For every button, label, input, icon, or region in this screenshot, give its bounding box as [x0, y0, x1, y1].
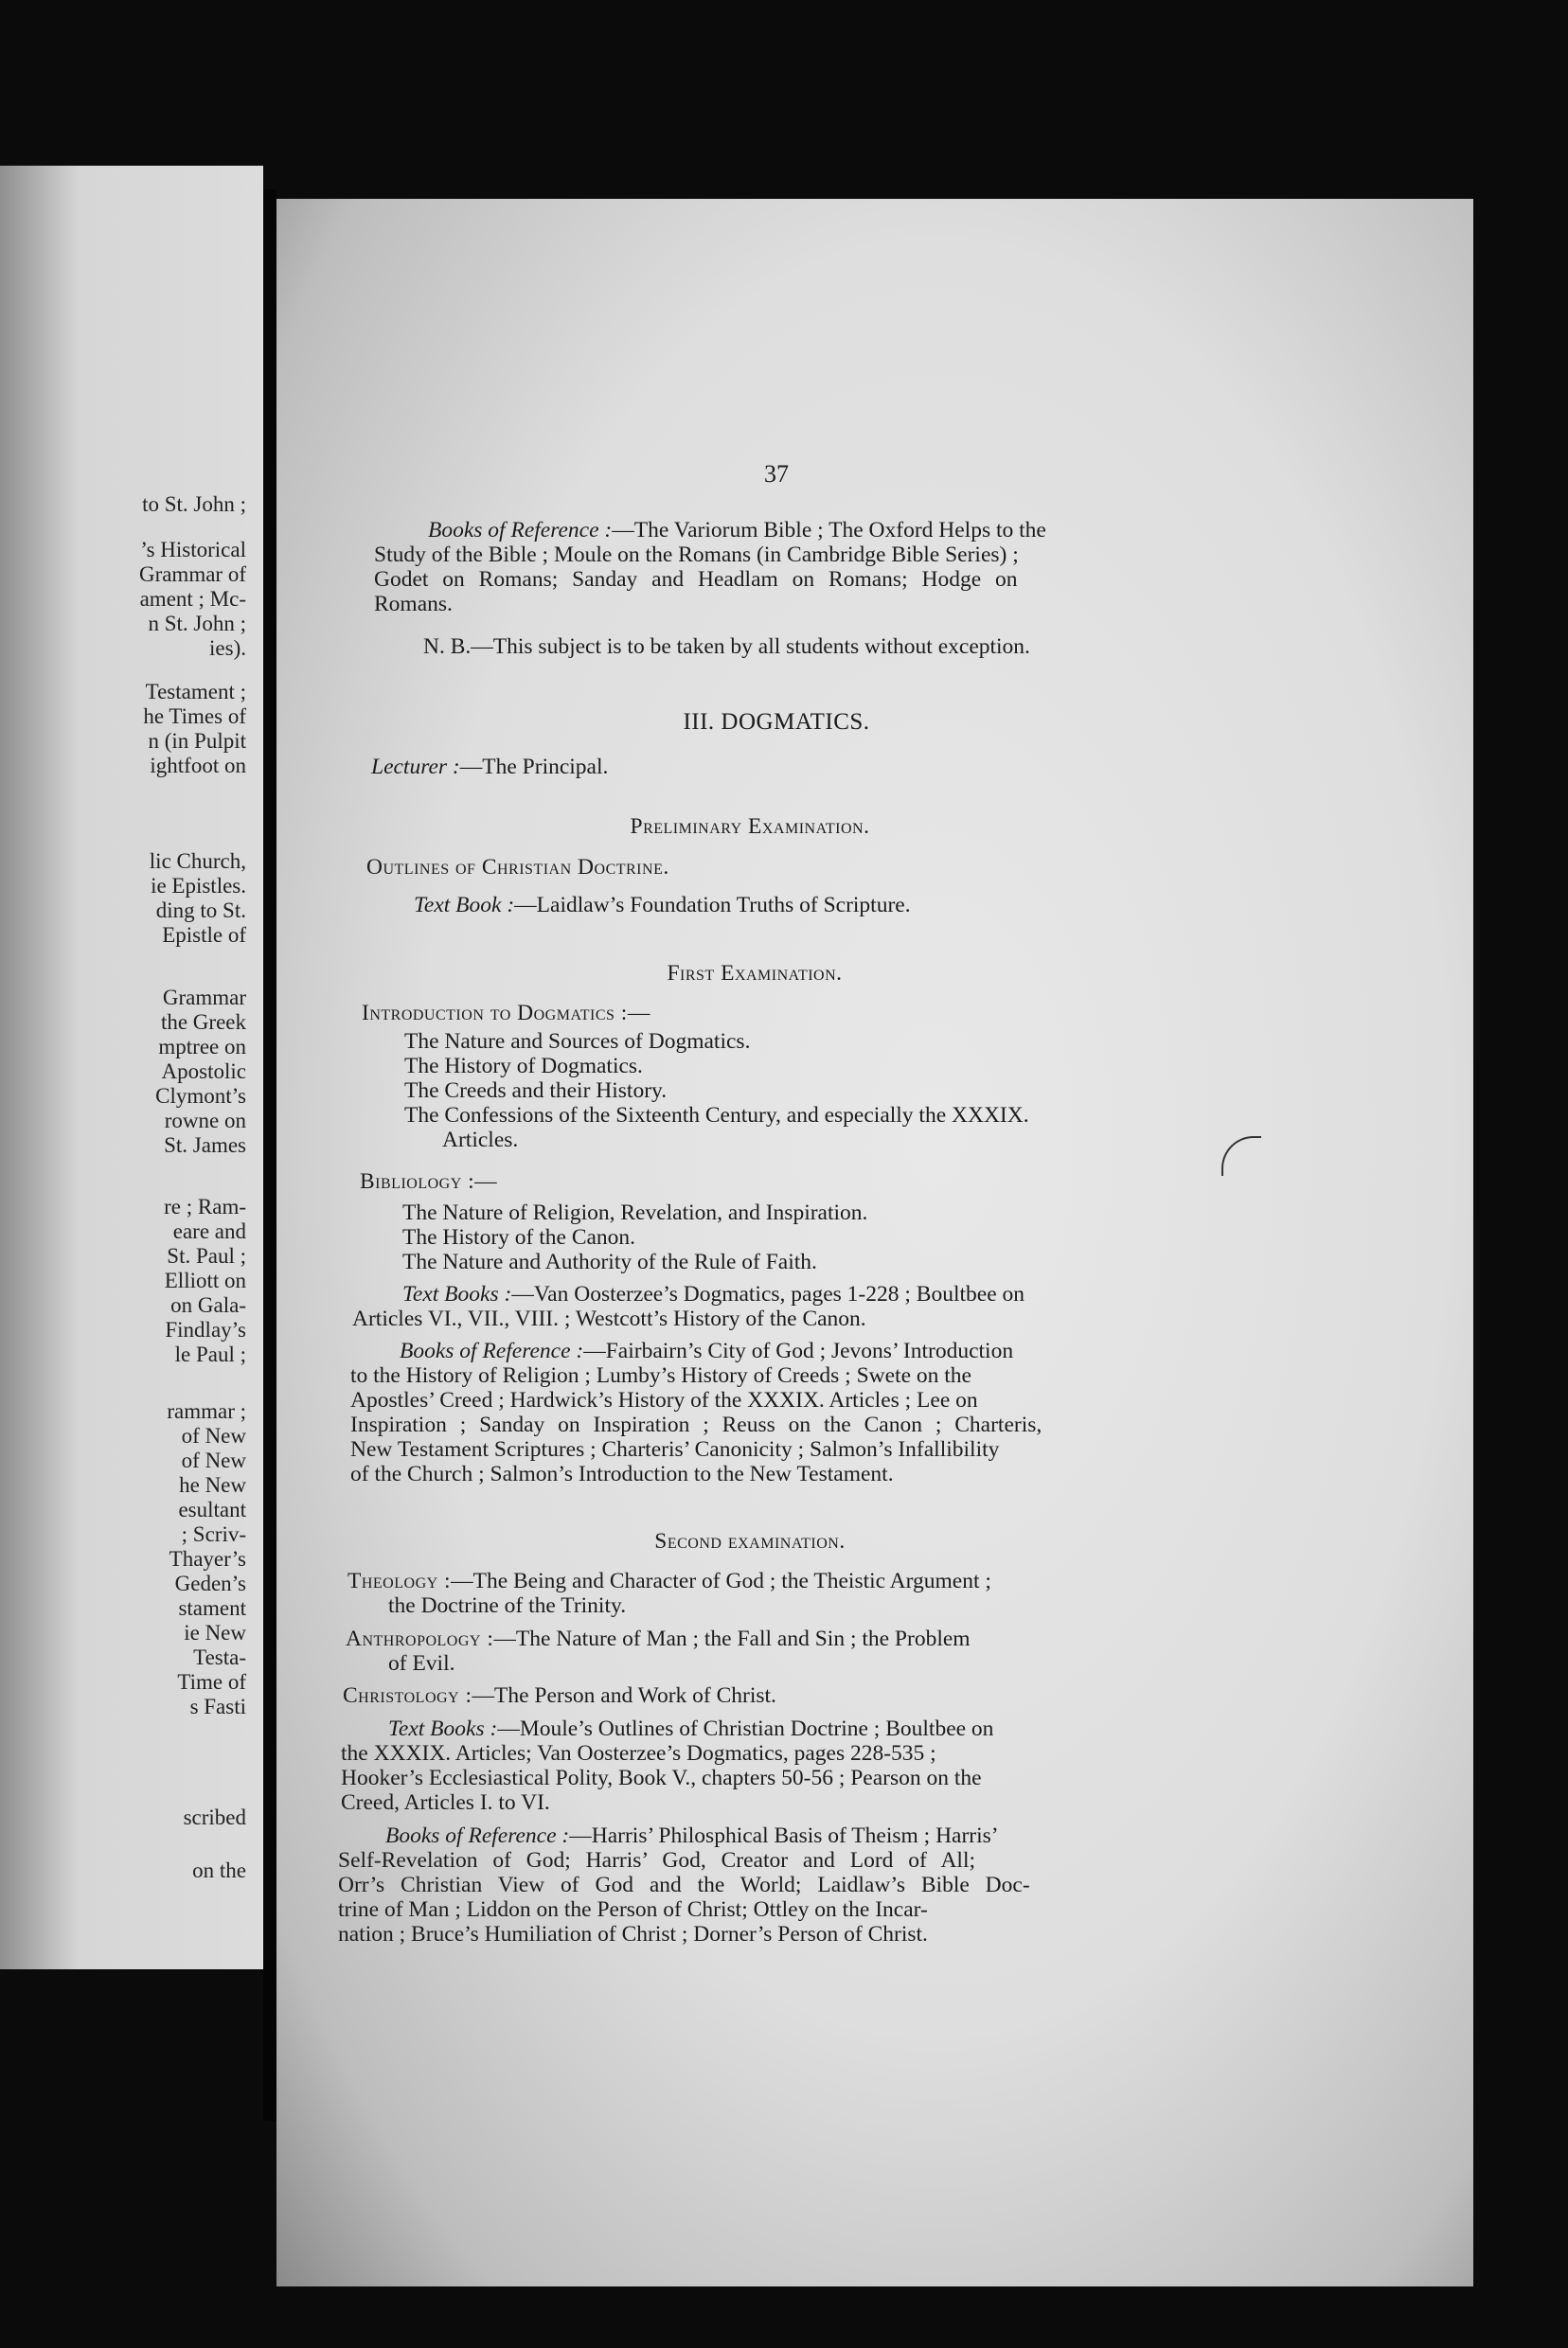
- second-examination-heading: Second examination.: [654, 1529, 846, 1554]
- second-reference-line: Self-Revelation of God; Harris’ God, Creator and Lord of All;: [338, 1848, 976, 1873]
- left-fragment: n St. John ;: [148, 612, 246, 635]
- left-fragment: scribed: [183, 1805, 246, 1829]
- reference-text: —The Variorum Bible ; The Oxford Helps to the: [612, 518, 1046, 543]
- left-fragment: of New: [181, 1424, 246, 1448]
- reference-line: Godet on Romans; Sanday and Headlam on Romans; Hodge on: [374, 567, 1018, 592]
- reference-line: Romans.: [374, 592, 453, 616]
- first-reference-line: Inspiration ; Sanday on Inspiration ; Reuss on the Canon ; Charteris,: [350, 1413, 1042, 1437]
- second-textbooks-line: Creed, Articles I. to VI.: [341, 1790, 550, 1815]
- lecturer-label: Lecturer :: [371, 755, 460, 779]
- introduction-item: Articles.: [442, 1128, 519, 1152]
- left-fragment: Epistle of: [162, 923, 246, 947]
- left-fragment: esultant: [178, 1498, 246, 1521]
- page-number: 37: [764, 460, 789, 488]
- reference-line: Study of the Bible ; Moule on the Romans (in Cambridge Bible Series) ;: [374, 543, 1019, 567]
- first-reference-line: New Testament Scriptures ; Charteris’ Canonicity ; Salmon’s Infallibility: [350, 1437, 1000, 1462]
- left-fragment: he New: [179, 1473, 246, 1497]
- text-books-text: —Van Oosterzee’s Dogmatics, pages 1-228 ; Boultbee on: [511, 1282, 1025, 1307]
- theology-line: the Doctrine of the Trinity.: [388, 1593, 627, 1618]
- left-fragment: Testament ;: [145, 680, 246, 703]
- first-textbooks-line: [402, 1282, 1025, 1307]
- text-books-label: Text Books :: [402, 1282, 512, 1307]
- left-fragment: ’s Historical: [140, 538, 246, 561]
- books-of-reference-label: Books of Reference :: [400, 1339, 584, 1363]
- anthropology-line: [346, 1627, 971, 1651]
- first-reference-line: of the Church ; Salmon’s Introduction to the New Testament.: [350, 1462, 894, 1486]
- text-books-label: Text Books :: [388, 1717, 498, 1741]
- anthropology-line: of Evil.: [388, 1651, 455, 1676]
- left-fragment: mptree on: [158, 1035, 246, 1058]
- second-textbooks-line: the XXXIX. Articles; Van Oosterzee’s Dogmatics, pages 228-535 ;: [341, 1741, 936, 1766]
- left-fragment: lic Church,: [149, 849, 246, 873]
- left-fragment: ie New: [184, 1621, 246, 1645]
- introduction-item: The History of Dogmatics.: [404, 1054, 643, 1078]
- book-spine-gutter: [263, 189, 276, 2121]
- left-fragment: Grammar of: [138, 562, 246, 586]
- christology-text: —The Person and Work of Christ.: [472, 1683, 776, 1708]
- left-fragment: Time of: [177, 1670, 246, 1694]
- left-fragment: on Gala-: [170, 1293, 246, 1317]
- theology-line: [347, 1569, 991, 1593]
- second-reference-line: nation ; Bruce’s Humiliation of Christ ; Dorner’s Person of Christ.: [338, 1922, 928, 1947]
- nota-bene: N. B.—This subject is to be taken by all students without exception.: [423, 634, 1030, 659]
- left-fragment: le Paul ;: [174, 1343, 246, 1366]
- first-examination-heading: First Examination.: [667, 961, 843, 986]
- second-reference-line: trine of Man ; Liddon on the Person of Christ; Ottley on the Incar-: [338, 1897, 928, 1922]
- section-title: III. DOGMATICS.: [683, 709, 870, 735]
- textbook-value: —Laidlaw’s Foundation Truths of Scripture.: [514, 893, 911, 917]
- bibliology-item: The History of the Canon.: [402, 1225, 636, 1250]
- left-fragment: he Times of: [143, 704, 246, 728]
- lecturer-value: —The Principal.: [459, 755, 609, 779]
- preliminary-heading: Preliminary Examination.: [630, 814, 870, 839]
- reference-text: —Fairbairn’s City of God ; Jevons’ Introduction: [583, 1339, 1014, 1363]
- bibliology-heading: Bibliology :—: [360, 1169, 498, 1194]
- left-fragment: ies).: [209, 636, 246, 660]
- left-fragment: St. Paul ;: [167, 1244, 246, 1268]
- introduction-item: The Nature and Sources of Dogmatics.: [404, 1029, 751, 1054]
- anthropology-label: Anthropology :: [346, 1627, 494, 1651]
- christology-label: Christology :: [343, 1683, 472, 1708]
- introduction-item: The Creeds and their History.: [404, 1078, 668, 1103]
- left-fragment: eare and: [172, 1219, 246, 1243]
- left-fragment: ding to St.: [155, 898, 246, 922]
- left-fragment: Testa-: [193, 1645, 246, 1669]
- preliminary-textbook: [414, 893, 911, 917]
- reference-text: —Harris’ Philosphical Basis of Theism ; Harris’: [569, 1823, 999, 1848]
- pencil-mark: [1221, 1136, 1261, 1176]
- bibliology-item: The Nature of Religion, Revelation, and Inspiration.: [402, 1201, 868, 1225]
- left-fragment: of New: [181, 1449, 246, 1472]
- introduction-heading: Introduction to Dogmatics :—: [362, 1001, 650, 1025]
- left-fragment: rammar ;: [167, 1399, 246, 1423]
- left-fragment: Clymont’s: [155, 1084, 246, 1108]
- introduction-item: The Confessions of the Sixteenth Century, and especially the XXXIX.: [404, 1103, 1029, 1128]
- books-of-reference-line: [428, 518, 1046, 543]
- first-reference-line: Apostles’ Creed ; Hardwick’s History of the XXXIX. Articles ; Lee on: [350, 1388, 978, 1413]
- books-of-reference-label: Books of Reference :: [385, 1823, 570, 1848]
- textbook-label: Text Book :: [414, 893, 515, 917]
- anthropology-text: —The Nature of Man ; the Fall and Sin ; the Problem: [493, 1627, 971, 1651]
- left-fragment: Findlay’s: [165, 1318, 246, 1342]
- left-fragment: on the: [192, 1859, 246, 1882]
- preliminary-subject: Outlines of Christian Doctrine.: [366, 855, 669, 880]
- lecturer-line: [371, 755, 608, 779]
- second-textbooks-line: [388, 1717, 993, 1741]
- left-page: [0, 166, 263, 1969]
- left-fragment: the Greek: [160, 1010, 246, 1034]
- first-textbooks-line: Articles VI., VII., VIII. ; Westcott’s History of the Canon.: [352, 1307, 866, 1331]
- left-fragment: n (in Pulpit: [148, 729, 246, 753]
- theology-text: —The Being and Character of God ; the Theistic Argument ;: [451, 1569, 991, 1593]
- left-fragment: ament ; Mc-: [139, 587, 246, 611]
- second-reference-line: Orr’s Christian View of God and the World; Laidlaw’s Bible Doc-: [338, 1873, 1030, 1897]
- theology-label: Theology :: [347, 1569, 452, 1593]
- bibliology-item: The Nature and Authority of the Rule of Faith.: [402, 1250, 817, 1274]
- left-fragment: Grammar: [162, 986, 246, 1009]
- left-fragment: rowne on: [164, 1109, 246, 1132]
- left-fragment: Apostolic: [161, 1059, 246, 1083]
- left-fragment: to St. John ;: [142, 492, 246, 516]
- right-page: [276, 199, 1473, 2286]
- left-fragment: ie Epistles.: [151, 874, 246, 898]
- first-reference-line: [400, 1339, 1013, 1363]
- text-books-text: —Moule’s Outlines of Christian Doctrine ; Boultbee on: [497, 1717, 994, 1741]
- left-fragment: Geden’s: [174, 1572, 246, 1595]
- left-fragment: Elliott on: [164, 1269, 246, 1292]
- books-of-reference-label: Books of Reference :: [428, 518, 613, 543]
- left-fragment: ightfoot on: [150, 754, 246, 777]
- second-reference-line: [385, 1823, 999, 1848]
- left-fragment: Thayer’s: [169, 1547, 246, 1571]
- second-textbooks-line: Hooker’s Ecclesiastical Polity, Book V., chapters 50-56 ; Pearson on the: [341, 1766, 982, 1790]
- left-fragment: s Fasti: [189, 1695, 246, 1718]
- first-reference-line: to the History of Religion ; Lumby’s History of Creeds ; Swete on the: [350, 1363, 971, 1388]
- left-fragment: re ; Ram-: [164, 1195, 246, 1218]
- left-fragment: ; Scriv-: [181, 1522, 246, 1546]
- left-fragment: stament: [178, 1596, 246, 1620]
- christology-line: [343, 1683, 776, 1708]
- left-fragment: St. James: [164, 1133, 246, 1157]
